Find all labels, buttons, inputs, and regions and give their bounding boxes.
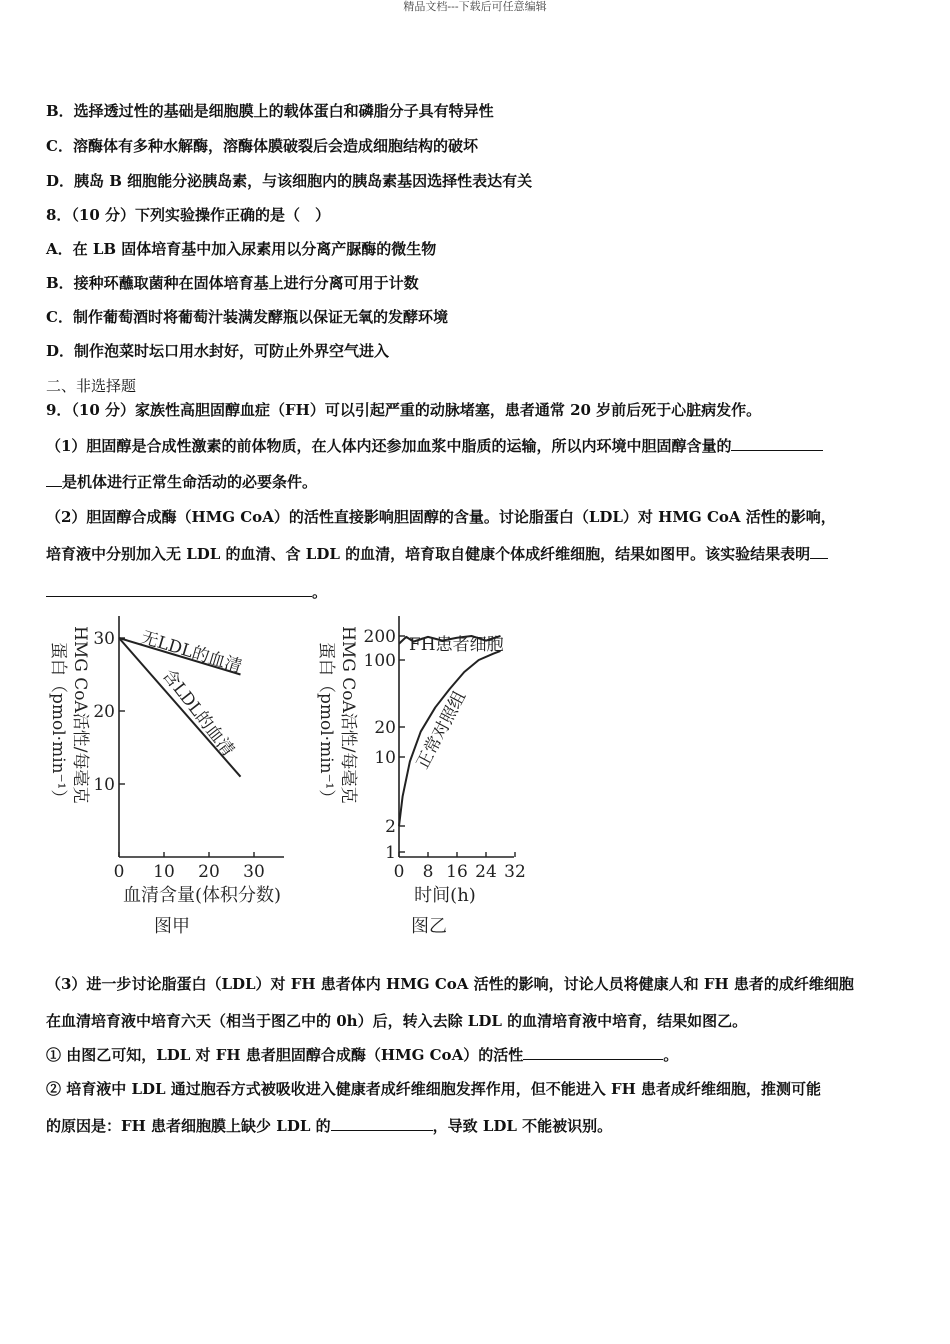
chart-fig-b bbox=[314, 612, 544, 942]
question-8-stem: 8．（10 分）下列实验操作正确的是（ ） bbox=[46, 206, 331, 224]
answer-blank-1b[interactable] bbox=[46, 472, 62, 487]
option-b-line: B．选择透过性的基础是细胞膜上的载体蛋白和磷脂分子具有特异性 bbox=[46, 102, 494, 120]
q9-part2-line1: （2）胆固醇合成酶（HMG CoA）的活性直接影响胆固醇的含量。讨论脂蛋白（LDL）对 HMG CoA 活性的影响， bbox=[46, 508, 836, 526]
fig-a-ytick-label: 10 bbox=[93, 775, 115, 795]
q9-part3-sub2: ② 培育液中 LDL 通过胞吞方式被吸收进入健康者成纤维细胞发挥作用，但不能进入 FH 患者成纤维细胞，推测可能 bbox=[46, 1080, 822, 1098]
fig-a-series-label-2: 含LDL的血清 bbox=[158, 665, 238, 761]
fig-b-xtick-label: 8 bbox=[422, 862, 434, 882]
q9-part1-line2 bbox=[46, 472, 317, 492]
fig-b-series-label-2: 正常对照组 bbox=[412, 687, 471, 773]
answer-blank-3b[interactable] bbox=[331, 1116, 433, 1131]
fig-a-ylabel-col2: 蛋白（pmol·min⁻¹） bbox=[48, 642, 68, 807]
answer-blank-2a[interactable] bbox=[810, 544, 828, 559]
q9-sub2-end: ，导致 LDL 不能被识别。 bbox=[432, 1117, 613, 1135]
fig-b-caption: 图乙 bbox=[411, 916, 447, 937]
q9-part3-sub2-line2 bbox=[46, 1116, 612, 1136]
q9-part2-line3 bbox=[46, 582, 327, 602]
fig-b-xtick-label: 32 bbox=[504, 862, 526, 882]
fig-b-ytick-label: 200 bbox=[363, 627, 396, 647]
q9-part2-text: 培育液中分别加入无 LDL 的血清、含 LDL 的血清，培育取自健康个体成纤维细胞，结果如图甲。该实验结果表明 bbox=[46, 545, 811, 563]
q9-part2-line2 bbox=[46, 544, 828, 564]
fig-b-ytick-label: 1 bbox=[385, 843, 396, 863]
fig-a-ylabel bbox=[48, 626, 90, 806]
answer-blank-3a[interactable] bbox=[523, 1045, 663, 1060]
q9-sub1-end: 。 bbox=[663, 1046, 679, 1064]
fig-a-xtick-label: 0 bbox=[113, 862, 125, 882]
q9-part3-line1: （3）进一步讨论脂蛋白（LDL）对 FH 患者体内 HMG CoA 活性的影响，讨论人员将健康人和 FH 患者的成纤维细胞 bbox=[46, 975, 854, 993]
fig-b-xtick-label: 16 bbox=[446, 862, 468, 882]
fig-b-series-line-2 bbox=[399, 651, 501, 826]
q8-option-d: D．制作泡菜时坛口用水封好，可防止外界空气进入 bbox=[46, 342, 390, 360]
page-header: 精品文档---下载后可任意编辑 bbox=[403, 0, 547, 13]
fig-b-ylabel bbox=[316, 626, 358, 806]
fig-a-caption: 图甲 bbox=[154, 916, 190, 937]
fig-b-ylabel-col1: HMG CoA活性/每毫克 bbox=[338, 626, 358, 804]
q9-sub2-text: 的原因是：FH 患者细胞膜上缺少 LDL 的 bbox=[46, 1117, 331, 1135]
fig-b-series-label-1: FH患者细胞 bbox=[409, 635, 504, 655]
fig-b-ytick-label: 10 bbox=[374, 748, 396, 768]
fig-b-ytick-label: 100 bbox=[363, 651, 396, 671]
fig-b-xtick-label: 0 bbox=[393, 862, 405, 882]
q9-sub1-text: ① 由图乙可知，LDL 对 FH 患者胆固醇合成酶（HMG CoA）的活性 bbox=[46, 1046, 524, 1064]
fig-a-ylabel-col1: HMG CoA活性/每毫克 bbox=[70, 626, 90, 804]
q8-option-b: B．接种环蘸取菌种在固体培育基上进行分离可用于计数 bbox=[46, 274, 419, 292]
q9-part1-text: （1）胆固醇是合成性激素的前体物质，在人体内还参加血浆中脂质的运输，所以内环境中胆固醇含量的 bbox=[46, 437, 732, 455]
answer-blank-1a[interactable] bbox=[731, 436, 823, 451]
q8-option-a: A．在 LB 固体培育基中加入尿素用以分离产脲酶的微生物 bbox=[46, 240, 437, 258]
fig-b-xtick-label: 24 bbox=[475, 862, 497, 882]
fig-b-xlabel: 时间(h) bbox=[414, 885, 476, 906]
q9-part3-sub1 bbox=[46, 1045, 678, 1065]
fig-a-ytick-label: 20 bbox=[93, 702, 115, 722]
fig-a-xlabel: 血清含量(体积分数) bbox=[122, 885, 282, 906]
fig-a-ytick-label: 30 bbox=[93, 629, 115, 649]
section-heading: 二、非选择题 bbox=[46, 377, 137, 395]
q8-option-c: C．制作葡萄酒时将葡萄汁装满发酵瓶以保证无氧的发酵环境 bbox=[46, 308, 448, 326]
q9-part3-line2: 在血清培育液中培育六天（相当于图乙中的 0h）后，转入去除 LDL 的血清培育液中培育，结果如图乙。 bbox=[46, 1012, 748, 1030]
fig-b-ylabel-col2: 蛋白（pmol·min⁻¹） bbox=[316, 642, 336, 807]
question-9-stem: 9．（10 分）家族性高胆固醇血症（FH）可以引起严重的动脉堵塞，患者通常 20 岁前后死于心脏病发作。 bbox=[46, 401, 762, 419]
option-d-line: D．胰岛 B 细胞能分泌胰岛素，与该细胞内的胰岛素基因选择性表达有关 bbox=[46, 172, 533, 190]
q9-part2-end: 。 bbox=[312, 583, 328, 601]
fig-a-xtick-label: 30 bbox=[243, 862, 265, 882]
option-c-line: C．溶酶体有多种水解酶，溶酶体膜破裂后会造成细胞结构的破坏 bbox=[46, 137, 478, 155]
chart-fig-a bbox=[44, 612, 314, 942]
fig-a-series-label-1: 无LDL的血清 bbox=[138, 627, 245, 678]
fig-a-xtick-label: 10 bbox=[153, 862, 175, 882]
q9-part1-line1 bbox=[46, 436, 823, 456]
answer-blank-2b[interactable] bbox=[46, 582, 312, 597]
fig-b-ytick-label: 20 bbox=[374, 718, 396, 738]
fig-b-ytick-label: 2 bbox=[385, 817, 396, 837]
q9-part1-text2: 是机体进行正常生命活动的必要条件。 bbox=[62, 473, 318, 491]
fig-a-xtick-label: 20 bbox=[198, 862, 220, 882]
